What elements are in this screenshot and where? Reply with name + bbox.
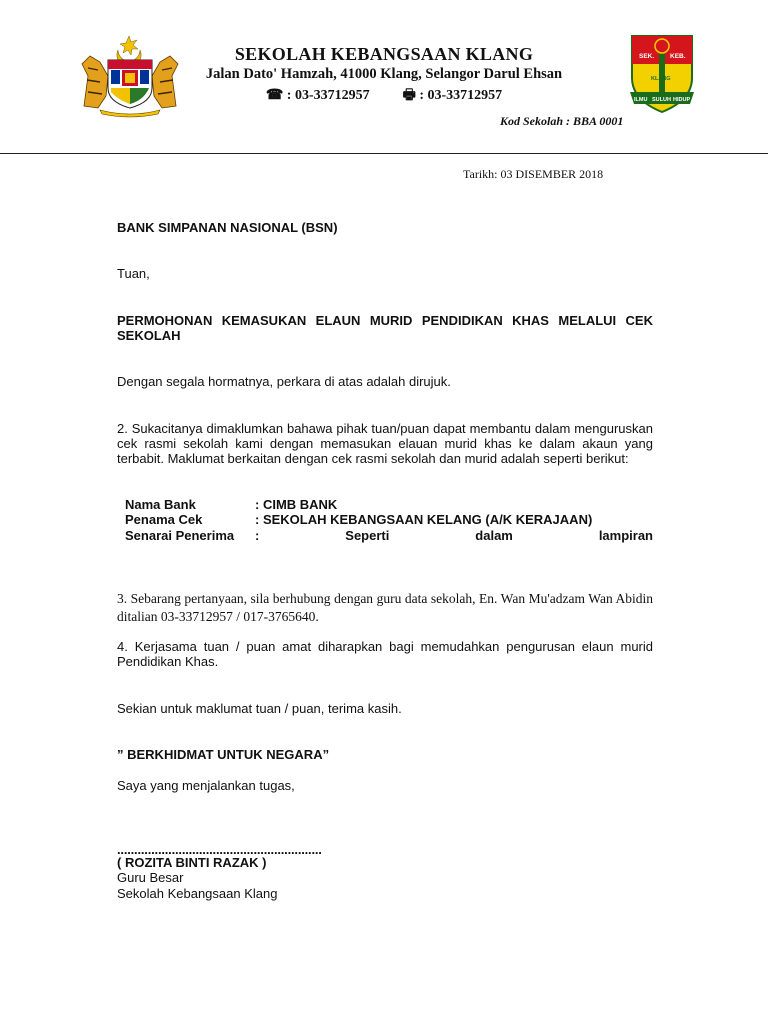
- logo-ribbon-hidup: HIDUP: [673, 97, 691, 103]
- logo-text-klang: KLANG: [651, 76, 671, 82]
- logo-text-keb: KEB.: [670, 53, 686, 60]
- detail-payee-value: : SEKOLAH KEBANGSAAN KELANG (A/K KERAJAAN): [255, 512, 593, 527]
- sign-intro: Saya yang menjalankan tugas,: [117, 778, 295, 793]
- fax-icon: 🖶: [402, 88, 416, 103]
- detail-recipients: [125, 528, 653, 543]
- paragraph-4: 4. Kerjasama tuan / puan amat diharapkan bagi memudahkan pengurusan elaun murid Pendidikan Khas.: [117, 639, 653, 669]
- closing-line: Sekian untuk maklumat tuan / puan, terima kasih.: [117, 701, 402, 716]
- school-address: Jalan Dato' Hamzah, 41000 Klang, Selangor Darul Ehsan: [205, 66, 563, 82]
- detail-recipients-word-1: Seperti: [345, 528, 390, 543]
- detail-recipients-word-3: lampiran: [598, 528, 653, 543]
- signatory-title: Guru Besar: [117, 870, 184, 885]
- paragraph-3: 3. Sebarang pertanyaan, sila berhubung dengan guru data sekolah, En. Wan Mu'adzam Wan Abidin ditalian 03-33712957 / 017-3765640.: [117, 591, 653, 624]
- header-divider: [0, 153, 768, 154]
- school-code-label: Kod Sekolah: [500, 114, 564, 128]
- signatory-school: Sekolah Kebangsaan Klang: [117, 886, 278, 901]
- detail-recipients-word-2: dalam: [475, 528, 513, 543]
- salutation: Tuan,: [117, 266, 150, 281]
- detail-bank: [125, 497, 653, 512]
- recipient: BANK SIMPANAN NASIONAL (BSN): [117, 220, 338, 235]
- detail-recipients-colon: :: [255, 528, 260, 543]
- letter-date: Tarikh: 03 DISEMBER 2018: [463, 167, 604, 181]
- contact-row: [0, 84, 768, 108]
- school-code-value: : BBA 0001: [566, 114, 624, 128]
- detail-payee-label: Penama Cek: [125, 512, 203, 527]
- detail-recipients-label: Senarai Penerima: [125, 528, 235, 543]
- phone-number: : 03-33712957: [286, 88, 370, 103]
- paragraph-2: 2. Sukacitanya dimaklumkan bahawa pihak tuan/puan dapat membantu dalam menguruskan cek rasmi sekolah kami dengan memasukan elauan murid khas ke dalam akaun yang terbabit. Maklumat berkaitan dengan cek rasmi sekolah dan murid adalah seperti berikut:: [117, 421, 653, 466]
- logo-ribbon-suluh: SULUH: [652, 97, 671, 103]
- logo-text-sek: SEK.: [639, 53, 655, 60]
- signature-line: ............................................................: [117, 842, 322, 857]
- school-name: SEKOLAH KEBANGSAAN KLANG: [234, 44, 534, 64]
- logo-ribbon-ilmu: ILMU: [634, 97, 648, 103]
- detail-bank-label: Nama Bank: [125, 497, 196, 512]
- subject: PERMOHONAN KEMASUKAN ELAUN MURID PENDIDIKAN KHAS MELALUI CEK SEKOLAH: [117, 313, 653, 343]
- signatory-name: ( ROZITA BINTI RAZAK ): [117, 855, 267, 870]
- school-code: [500, 114, 623, 129]
- fax-number: : 03-33712957: [419, 88, 503, 103]
- detail-payee: [125, 512, 653, 527]
- motto: ” BERKHIDMAT UNTUK NEGARA”: [117, 747, 330, 762]
- detail-bank-value: : CIMB BANK: [255, 497, 338, 512]
- phone-icon: ☎: [265, 88, 284, 103]
- intro-paragraph: Dengan segala hormatnya, perkara di atas adalah dirujuk.: [117, 374, 451, 389]
